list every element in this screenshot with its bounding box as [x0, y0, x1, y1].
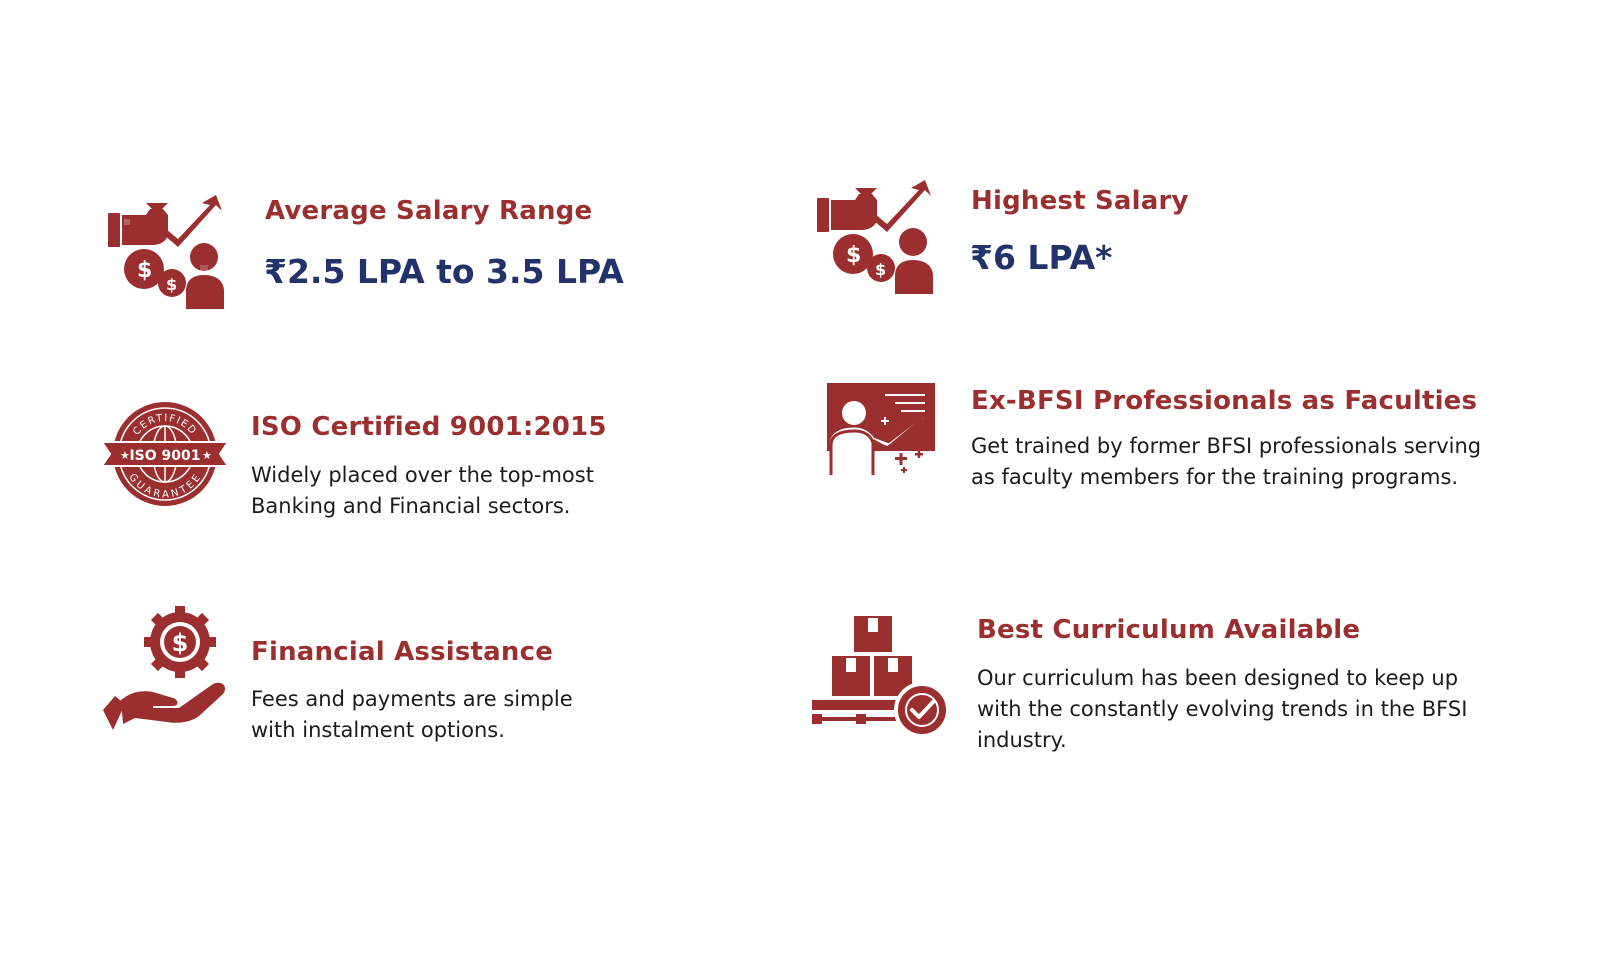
svg-text:★: ★ — [202, 449, 212, 462]
faculty-description: Get trained by former BFSI professionals serving as faculty members for the training programs. — [971, 434, 1482, 489]
highest-salary-title: Highest Salary — [971, 186, 1189, 216]
average-salary-title: Average Salary Range — [265, 196, 593, 226]
highest-salary-value: ₹6 LPA* — [970, 238, 1113, 277]
curriculum-description: Our curriculum has been designed to keep up with the constantly evolving trends in the BFSI industry. — [977, 666, 1468, 752]
financial-title: Financial Assistance — [251, 637, 554, 667]
salary-growth-icon — [817, 178, 939, 294]
svg-text:$: $ — [137, 258, 153, 283]
svg-text:$: $ — [875, 260, 887, 279]
svg-text:$: $ — [166, 275, 178, 294]
svg-text:$: $ — [846, 243, 862, 268]
seal-center-text: ISO 9001 — [129, 448, 201, 464]
salary-growth-icon — [108, 193, 230, 309]
iso-certified-seal-icon — [102, 400, 228, 508]
average-salary-value: ₹2.5 LPA to 3.5 LPA — [264, 252, 624, 291]
seal-bottom-text: GUARANTEE — [126, 471, 204, 501]
curriculum-boxes-check-icon — [812, 614, 950, 738]
iso-title: ISO Certified 9001:2015 — [251, 412, 607, 442]
financial-assistance-icon — [101, 606, 229, 734]
iso-description: Widely placed over the top-most Banking and Financial sectors. — [251, 463, 594, 518]
faculty-title: Ex-BFSI Professionals as Faculties — [971, 386, 1478, 416]
financial-description: Fees and payments are simple with instalment options. — [251, 687, 573, 742]
svg-text:$: $ — [171, 629, 189, 657]
svg-text:★: ★ — [120, 449, 130, 462]
curriculum-title: Best Curriculum Available — [977, 615, 1361, 645]
teacher-presentation-icon — [827, 383, 937, 479]
seal-top-text: CERTIFIED — [131, 412, 199, 438]
